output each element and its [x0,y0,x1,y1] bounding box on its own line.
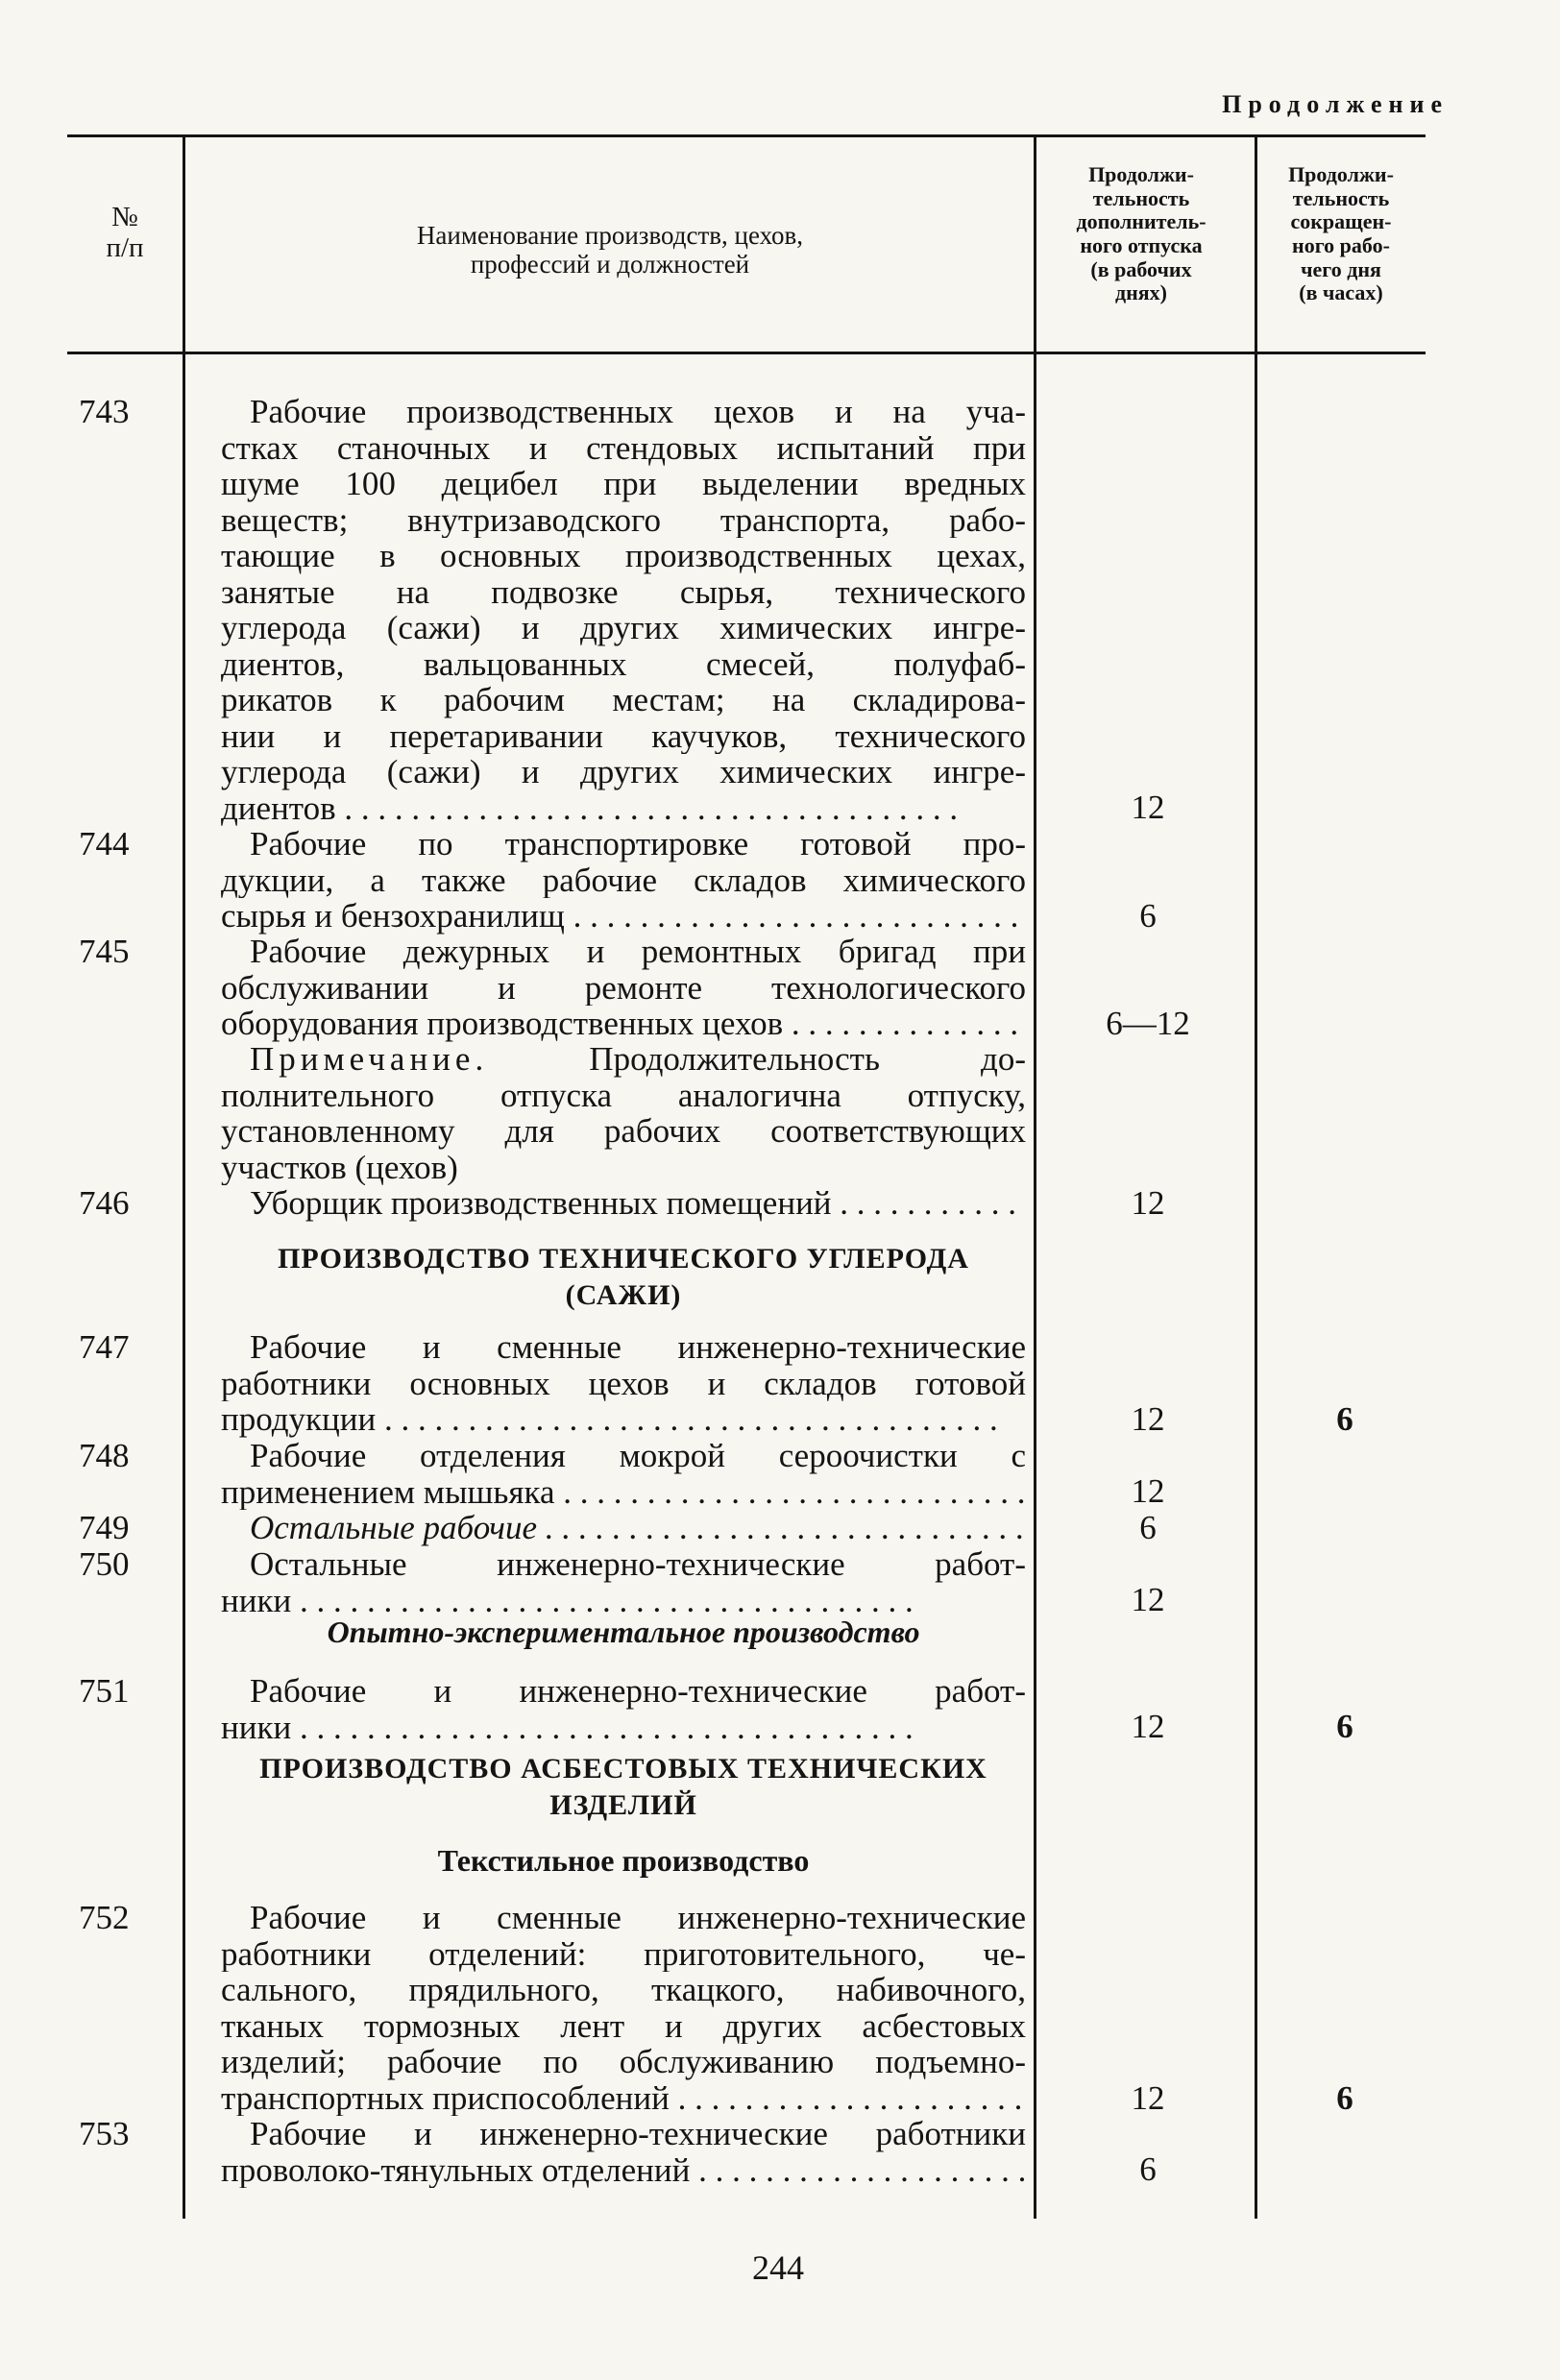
short-day-value: 6 [1336,2079,1353,2117]
section-heading: ПРОИЗВОДСТВО ТЕХНИЧЕСКОГО УГЛЕРОДА (САЖИ) [278,1243,969,1311]
vacation-days-value: 6 [1139,1509,1157,1546]
header-name: Наименование производств, цехов, профессий и должностей [416,221,804,279]
row-description: Рабочие производственных цехов и на уча- стках станочных и стендовых испытаний при шуме 100 децибел при выделении вредных веществ; внутризаводского транспорта, рабо- тающие в основных производственных цехах, занятые на подвозке сырья, технического углерода (сажи) и других химических ингре- диентов, вальцованных смесей, полуфаб- рикатов к рабочим местам; на складирова- нии и перетаривании каучуков, технического углерода (сажи) и других химических ингре- диентов . . . [221,394,1026,826]
row-number: 752 [79,1899,130,1936]
header-number: № п/п [106,202,144,264]
continuation-label: Продолжение [1222,90,1449,118]
row-number: 744 [79,825,130,862]
row-description: Остальные инженерно-технические работ- ники . . . [221,1546,1026,1618]
row-number: 749 [79,1509,130,1546]
page-number: 244 [752,2248,804,2287]
vacation-days-value: 12 [1131,1400,1165,1438]
section-heading: ПРОИЗВОДСТВО АСБЕСТОВЫХ ТЕХНИЧЕСКИХ ИЗДЕЛИЙ [259,1753,987,1821]
note-text: Примечание. Продолжительность до- полнительного отпуска аналогична отпуску, установленному для рабочих соответствующих участков (цехов) [221,1041,1026,1185]
vacation-days-value: 6 [1139,897,1157,935]
column-divider-2 [1034,134,1036,2219]
row-number: 750 [79,1545,130,1583]
row-number: 745 [79,933,130,970]
column-divider-1 [183,134,185,2219]
header-short-day-hours: Продолжи- тельность сокращен- ного рабо- чего дня (в часах) [1288,162,1394,305]
row-number: 753 [79,2115,130,2152]
section-subheading: Текстильное производство [437,1843,810,1878]
vacation-days-value: 12 [1131,789,1165,826]
row-description: Остальные рабочие . . . [221,1510,1026,1546]
row-description: Рабочие и сменные инженерно-технические работники основных цехов и складов готовой продукции . . . [221,1329,1026,1438]
header-bottom-rule [67,352,1426,354]
row-description: Рабочие и сменные инженерно-технические работники отделений: приготовительного, че- сального, прядильного, ткацкого, набивочного, тканых тормозных лент и других асбестовых изделий; рабочие по обслуживанию подъемно- транспортных приспособлений . . . [221,1900,1026,2116]
row-number: 743 [79,393,130,430]
column-divider-3 [1255,134,1257,2219]
row-description: Уборщик производственных помещений . . . [221,1185,1026,1222]
vacation-days-value: 12 [1131,1184,1165,1222]
short-day-value: 6 [1336,1400,1353,1438]
vacation-days-value: 12 [1131,2079,1165,2117]
row-number: 746 [79,1184,130,1222]
note-label: Примечание. [250,1041,489,1078]
row-description: Рабочие дежурных и ремонтных бригад при обслуживании и ремонте технологического оборудования производственных цехов . . . [221,934,1026,1042]
row-description: Рабочие и инженерно-технические работники проволоко-тянульных отделений . . . [221,2116,1026,2188]
row-description: Рабочие отделения мокрой сероочистки с применением мышьяка . . . [221,1438,1026,1510]
short-day-value: 6 [1336,1708,1353,1745]
vacation-days-value: 12 [1131,1581,1165,1618]
vacation-days-value: 6—12 [1106,1005,1190,1042]
row-number: 747 [79,1328,130,1366]
table-top-rule [67,134,1426,137]
row-description: Рабочие и инженерно-технические работ- ники . . . [221,1673,1026,1745]
row-number: 748 [79,1437,130,1474]
vacation-days-value: 12 [1131,1472,1165,1510]
vacation-days-value: 6 [1139,2150,1157,2188]
section-subheading: Опытно-экспериментальное производство [327,1615,920,1649]
header-vacation-days: Продолжи- тельность дополнитель- ного отпуска (в рабочих днях) [1076,162,1207,305]
vacation-days-value: 12 [1131,1708,1165,1745]
row-number: 751 [79,1672,130,1710]
row-description: Рабочие по транспортировке готовой про- дукции, а также рабочие складов химического сырья и бензохранилищ . . . [221,826,1026,935]
